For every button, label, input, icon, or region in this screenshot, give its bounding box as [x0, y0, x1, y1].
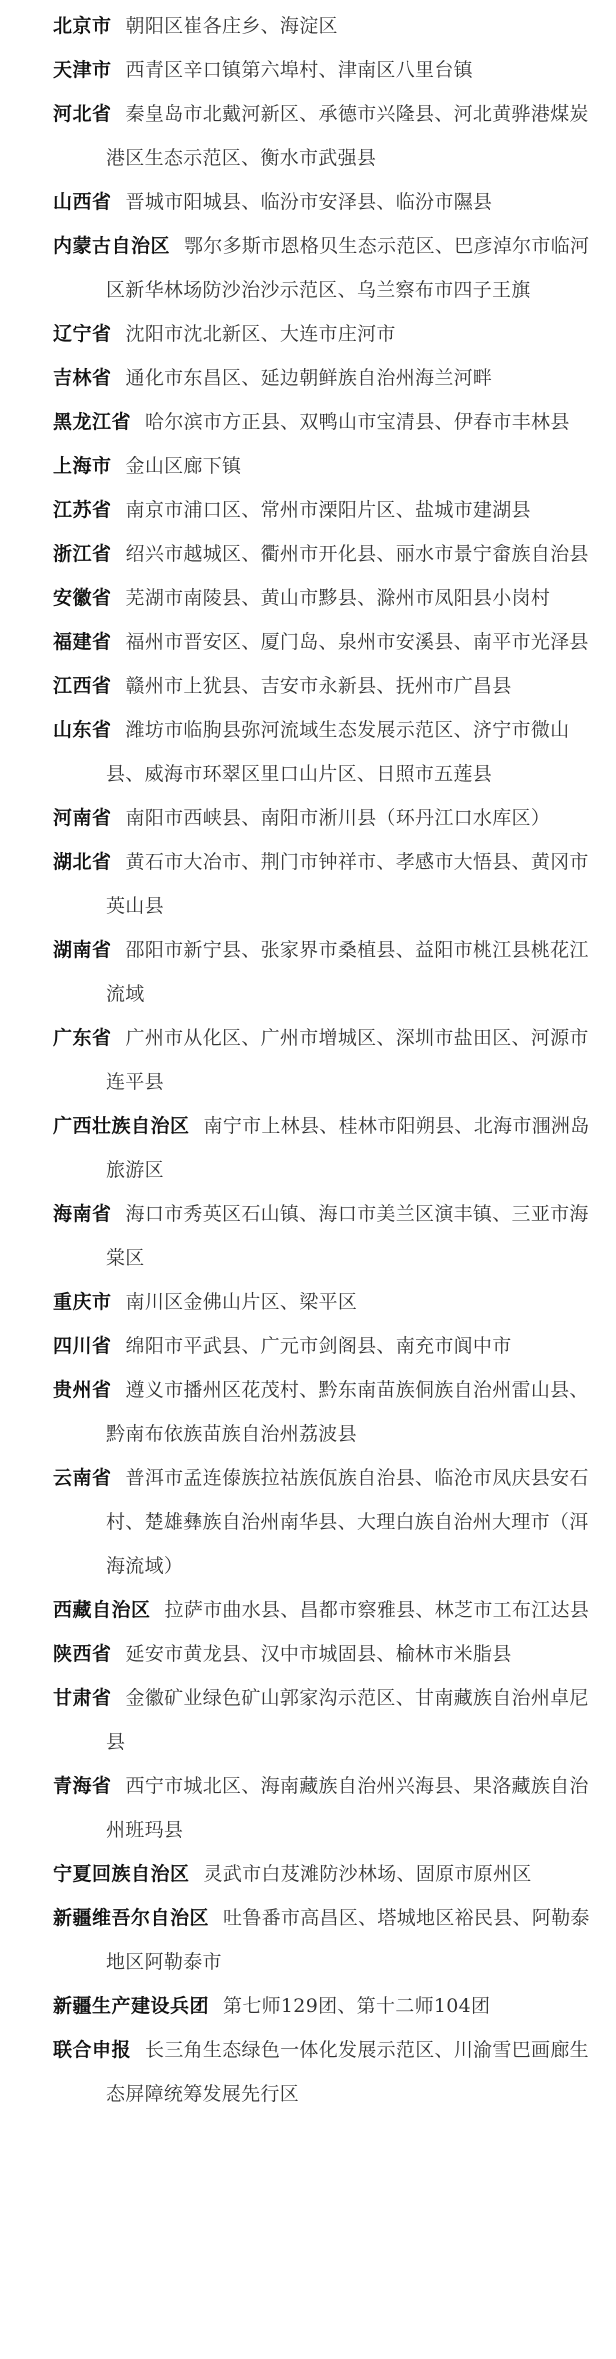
region-name: 广东省	[53, 1027, 112, 1049]
region-name: 吉林省	[53, 367, 112, 389]
region-name: 河北省	[53, 103, 112, 125]
place-list: 邵阳市新宁县、张家界市桑植县、益阳市桃江县桃花江流域	[106, 939, 589, 1005]
region-name: 重庆市	[53, 1291, 112, 1313]
list-item	[53, 1368, 600, 1456]
region-name: 上海市	[53, 455, 112, 477]
list-item	[53, 1016, 600, 1104]
place-list: 福州市晋安区、厦门岛、泉州市安溪县、南平市光泽县	[125, 631, 589, 653]
list-item	[53, 1456, 600, 1588]
list-item	[53, 1280, 600, 1324]
list-item	[53, 576, 600, 620]
place-list: 南京市浦口区、常州市溧阳片区、盐城市建湖县	[125, 499, 531, 521]
place-list: 西青区辛口镇第六埠村、津南区八里台镇	[125, 59, 473, 81]
list-item	[53, 92, 600, 180]
region-name: 河南省	[53, 807, 112, 829]
list-item	[53, 928, 600, 1016]
place-list: 绍兴市越城区、衢州市开化县、丽水市景宁畲族自治县	[125, 543, 589, 565]
region-name: 北京市	[53, 15, 112, 37]
region-name: 四川省	[53, 1335, 112, 1357]
place-list: 赣州市上犹县、吉安市永新县、抚州市广昌县	[125, 675, 512, 697]
place-list: 朝阳区崔各庄乡、海淀区	[125, 15, 338, 37]
list-item	[53, 1104, 600, 1192]
region-name: 海南省	[53, 1203, 112, 1225]
region-name: 内蒙古自治区	[53, 235, 171, 257]
region-name: 贵州省	[53, 1379, 112, 1401]
place-list: 南川区金佛山片区、梁平区	[125, 1291, 358, 1313]
region-name: 辽宁省	[53, 323, 112, 345]
region-name: 山东省	[53, 719, 112, 741]
place-list: 哈尔滨市方正县、双鸭山市宝清县、伊春市丰林县	[145, 411, 570, 433]
list-item	[53, 1676, 600, 1764]
list-item	[53, 1852, 600, 1896]
place-list: 海口市秀英区石山镇、海口市美兰区演丰镇、三亚市海棠区	[106, 1203, 589, 1269]
list-item	[53, 488, 600, 532]
place-list: 拉萨市曲水县、昌都市察雅县、林芝市工布江达县	[164, 1599, 590, 1621]
region-name: 联合申报	[53, 2039, 132, 2061]
region-name: 福建省	[53, 631, 112, 653]
place-list: 芜湖市南陵县、黄山市黟县、滁州市凤阳县小岗村	[125, 587, 551, 609]
region-name: 新疆生产建设兵团	[53, 1995, 210, 2017]
list-item	[53, 1588, 600, 1632]
region-name: 云南省	[53, 1467, 112, 1489]
list-item	[53, 1896, 600, 1984]
list-item	[53, 1632, 600, 1676]
list-item	[53, 620, 600, 664]
place-list: 遵义市播州区花茂村、黔东南苗族侗族自治州雷山县、黔南布依族苗族自治州荔波县	[106, 1379, 589, 1445]
place-list: 绵阳市平武县、广元市剑阁县、南充市阆中市	[125, 1335, 512, 1357]
region-name: 湖南省	[53, 939, 112, 961]
list-item	[53, 796, 600, 840]
list-item	[53, 2028, 600, 2116]
list-item	[53, 532, 600, 576]
list-item	[53, 312, 600, 356]
place-list: 鄂尔多斯市恩格贝生态示范区、巴彦淖尔市临河区新华林场防沙治沙示范区、乌兰察布市四子王旗	[106, 235, 590, 301]
place-list: 延安市黄龙县、汉中市城固县、榆林市米脂县	[125, 1643, 512, 1665]
region-name: 山西省	[53, 191, 112, 213]
region-name: 新疆维吾尔自治区	[53, 1907, 210, 1929]
place-list: 南阳市西峡县、南阳市淅川县（环丹江口水库区）	[125, 807, 551, 829]
list-item	[53, 48, 600, 92]
list-item	[53, 180, 600, 224]
list-item	[53, 664, 600, 708]
place-list: 南宁市上林县、桂林市阳朔县、北海市涠洲岛旅游区	[106, 1115, 590, 1181]
place-list: 沈阳市沈北新区、大连市庄河市	[125, 323, 396, 345]
region-name: 甘肃省	[53, 1687, 112, 1709]
list-item	[53, 356, 600, 400]
region-name: 宁夏回族自治区	[53, 1863, 190, 1885]
region-name: 江苏省	[53, 499, 112, 521]
place-list: 金徽矿业绿色矿山郭家沟示范区、甘南藏族自治州卓尼县	[106, 1687, 589, 1753]
place-list: 黄石市大冶市、荆门市钟祥市、孝感市大悟县、黄冈市英山县	[106, 851, 589, 917]
place-list: 灵武市白芨滩防沙林场、固原市原州区	[203, 1863, 532, 1885]
place-list: 吐鲁番市高昌区、塔城地区裕民县、阿勒泰地区阿勒泰市	[106, 1907, 590, 1973]
place-list: 长三角生态绿色一体化发展示范区、川渝雪巴画廊生态屏障统筹发展先行区	[106, 2039, 589, 2105]
region-name: 陕西省	[53, 1643, 112, 1665]
region-name: 青海省	[53, 1775, 112, 1797]
list-item	[53, 840, 600, 928]
region-name: 江西省	[53, 675, 112, 697]
list-item	[53, 4, 600, 48]
region-name: 广西壮族自治区	[53, 1115, 190, 1137]
list-item	[53, 444, 600, 488]
list-item	[53, 224, 600, 312]
place-list: 广州市从化区、广州市增城区、深圳市盐田区、河源市连平县	[106, 1027, 589, 1093]
place-list: 通化市东昌区、延边朝鲜族自治州海兰河畔	[125, 367, 493, 389]
list-item	[53, 708, 600, 796]
place-list: 秦皇岛市北戴河新区、承德市兴隆县、河北黄骅港煤炭港区生态示范区、衡水市武强县	[106, 103, 589, 169]
place-list: 金山区廊下镇	[125, 455, 242, 477]
region-name: 浙江省	[53, 543, 112, 565]
region-name: 天津市	[53, 59, 112, 81]
place-list: 第七师129团、第十二师104团	[223, 1995, 491, 2017]
list-item	[53, 1764, 600, 1852]
region-name: 黑龙江省	[53, 411, 132, 433]
place-list: 西宁市城北区、海南藏族自治州兴海县、果洛藏族自治州班玛县	[106, 1775, 589, 1841]
place-list: 普洱市孟连傣族拉祜族佤族自治县、临沧市凤庆县安石村、楚雄彝族自治州南华县、大理白族自治州大理市（洱海流域）	[106, 1467, 589, 1577]
list-item	[53, 1984, 600, 2028]
region-name: 安徽省	[53, 587, 112, 609]
list-item	[53, 1324, 600, 1368]
region-name: 西藏自治区	[53, 1599, 151, 1621]
list-item	[53, 400, 600, 444]
list-item	[53, 1192, 600, 1280]
place-list: 潍坊市临朐县弥河流域生态发展示范区、济宁市微山县、威海市环翠区里口山片区、日照市五莲县	[106, 719, 570, 785]
region-name: 湖北省	[53, 851, 112, 873]
place-list: 晋城市阳城县、临汾市安泽县、临汾市隰县	[125, 191, 493, 213]
